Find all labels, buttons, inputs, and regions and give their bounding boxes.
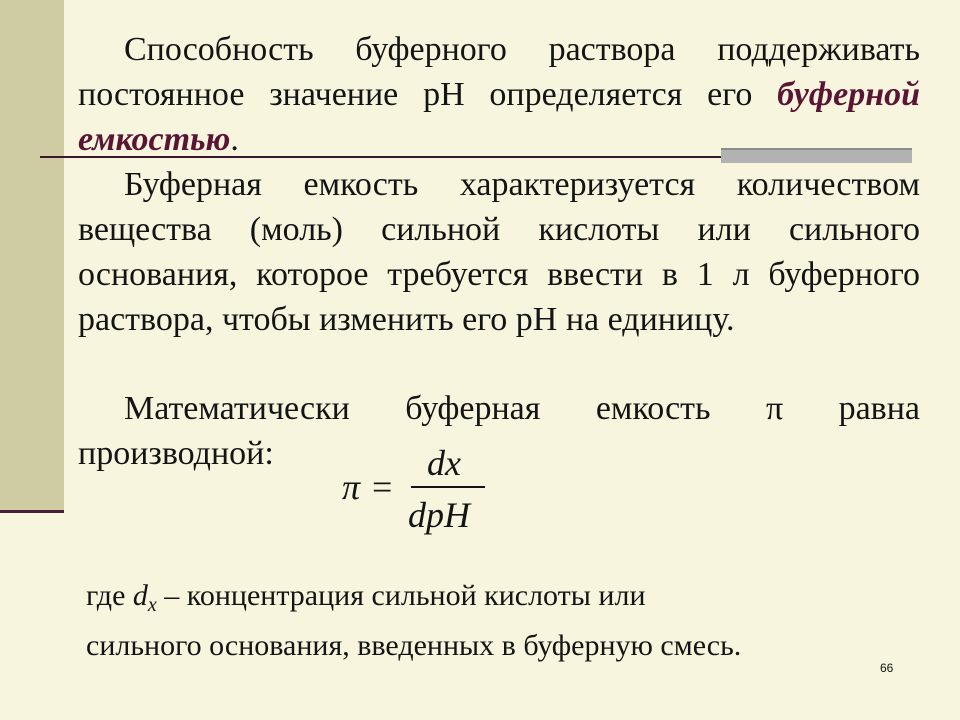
paragraph-buffer-capacity-definition: Буферная емкость характеризуется количеством вещества (моль) сильной кислоты или сильного основания, которое требуется ввести в 1 л буферного раствора, чтобы изменить его рН на единицу.: [78, 166, 920, 338]
formula-denominator: dpH: [408, 495, 470, 535]
formula-equals: =: [372, 467, 393, 507]
paragraph-buffer-capacity-intro: [78, 27, 920, 162]
definition-line-1: [86, 576, 926, 625]
sidebar-underline: [0, 510, 64, 513]
formula-lhs: π: [342, 467, 361, 507]
page-number: 66: [880, 661, 894, 675]
definition-symbol: d: [132, 579, 148, 612]
sidebar-decoration: [0, 0, 64, 512]
paragraph1-end: .: [230, 121, 239, 158]
definition-suffix: – концентрация сильной кислоты или: [156, 579, 646, 612]
definition-prefix: где: [86, 579, 133, 612]
definition-subscript: x: [147, 594, 157, 616]
definition-line-2: сильного основания, введенных в буферную смесь.: [86, 629, 742, 662]
formula-fraction-bar: [411, 486, 485, 488]
emphasized-term: буферной емкостью: [78, 76, 920, 158]
formula-numerator: dx: [427, 443, 461, 483]
formula-buffer-capacity: [342, 442, 502, 542]
paragraph-derivative-intro: Математически буферная емкость π равна производной:: [78, 390, 920, 472]
paragraph1-text: Способность буферного раствора поддерживать постоянное значение рН определяется его: [78, 31, 920, 113]
